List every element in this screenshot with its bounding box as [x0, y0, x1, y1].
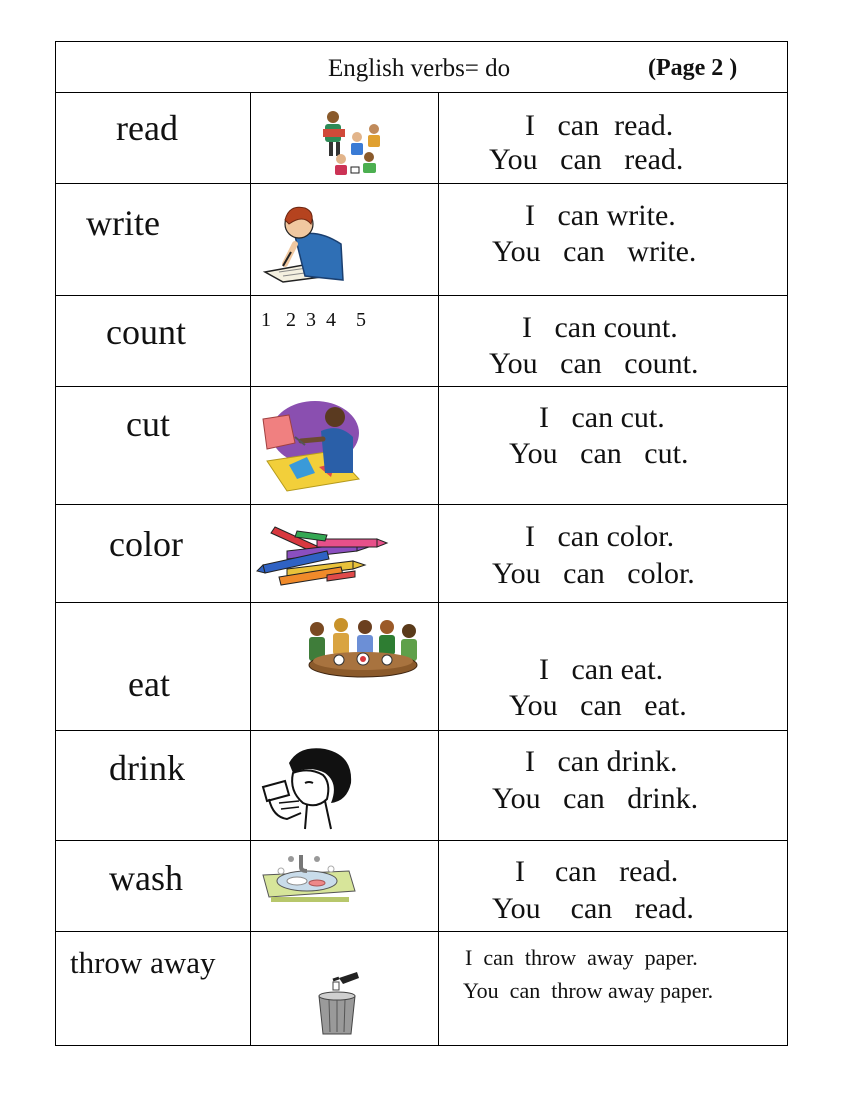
sentence-you-can: You can throw away paper.	[463, 978, 714, 1003]
verb-label: count	[106, 312, 186, 352]
crayons-icon	[257, 521, 391, 587]
table-row	[56, 841, 787, 932]
sentence-i-can: I can cut.	[539, 401, 665, 434]
table-row	[56, 387, 787, 505]
sink-washing-icon	[261, 849, 357, 905]
sentence-i-can: I can count.	[522, 311, 678, 344]
sentence-you-can: You can drink.	[492, 782, 699, 815]
verb-label: eat	[128, 664, 170, 704]
teacher-reading-icon	[319, 107, 391, 179]
sentence-i-can: I can write.	[525, 199, 676, 232]
child-writing-icon	[259, 200, 345, 282]
sentence-you-can: You can cut.	[509, 437, 689, 470]
sentence-you-can: You can read.	[489, 143, 684, 176]
sentence-you-can: You can write.	[492, 235, 697, 268]
family-eating-icon	[305, 615, 421, 683]
worksheet-table	[55, 41, 788, 1046]
verb-label: drink	[109, 748, 185, 788]
sentence-i-can: I can color.	[525, 520, 675, 553]
table-row	[56, 184, 787, 296]
counting-numbers: 1 2 3 4 5	[261, 309, 366, 331]
trash-can-icon	[313, 970, 363, 1038]
sentence-i-can: I can read.	[525, 109, 674, 142]
sentence-i-can: I can throw away paper.	[465, 945, 698, 970]
table-row	[56, 93, 787, 184]
sentence-you-can: You can read.	[492, 892, 694, 925]
table-row	[56, 603, 787, 731]
table-row	[56, 505, 787, 603]
table-row	[56, 731, 787, 841]
verb-label: read	[116, 108, 178, 148]
sentence-i-can: I can drink.	[525, 745, 678, 778]
worksheet-title: English verbs= do	[328, 55, 511, 82]
verb-label: wash	[109, 858, 183, 898]
table-row	[56, 932, 787, 1045]
person-drinking-icon	[259, 743, 359, 833]
sentence-you-can: You can eat.	[509, 689, 687, 722]
verb-label: throw away	[70, 945, 216, 980]
sentence-you-can: You can color.	[492, 557, 695, 590]
page-number: (Page 2 )	[648, 55, 738, 81]
table-row	[56, 296, 787, 387]
verb-label: write	[86, 203, 160, 243]
sentence-i-can: I can eat.	[539, 653, 664, 686]
verb-label: color	[109, 524, 183, 564]
sentence-i-can: I can read.	[515, 855, 679, 888]
verb-label: cut	[126, 404, 170, 444]
child-cutting-paper-icon	[259, 397, 363, 493]
sentence-you-can: You can count.	[489, 347, 699, 380]
worksheet-header	[56, 42, 787, 93]
